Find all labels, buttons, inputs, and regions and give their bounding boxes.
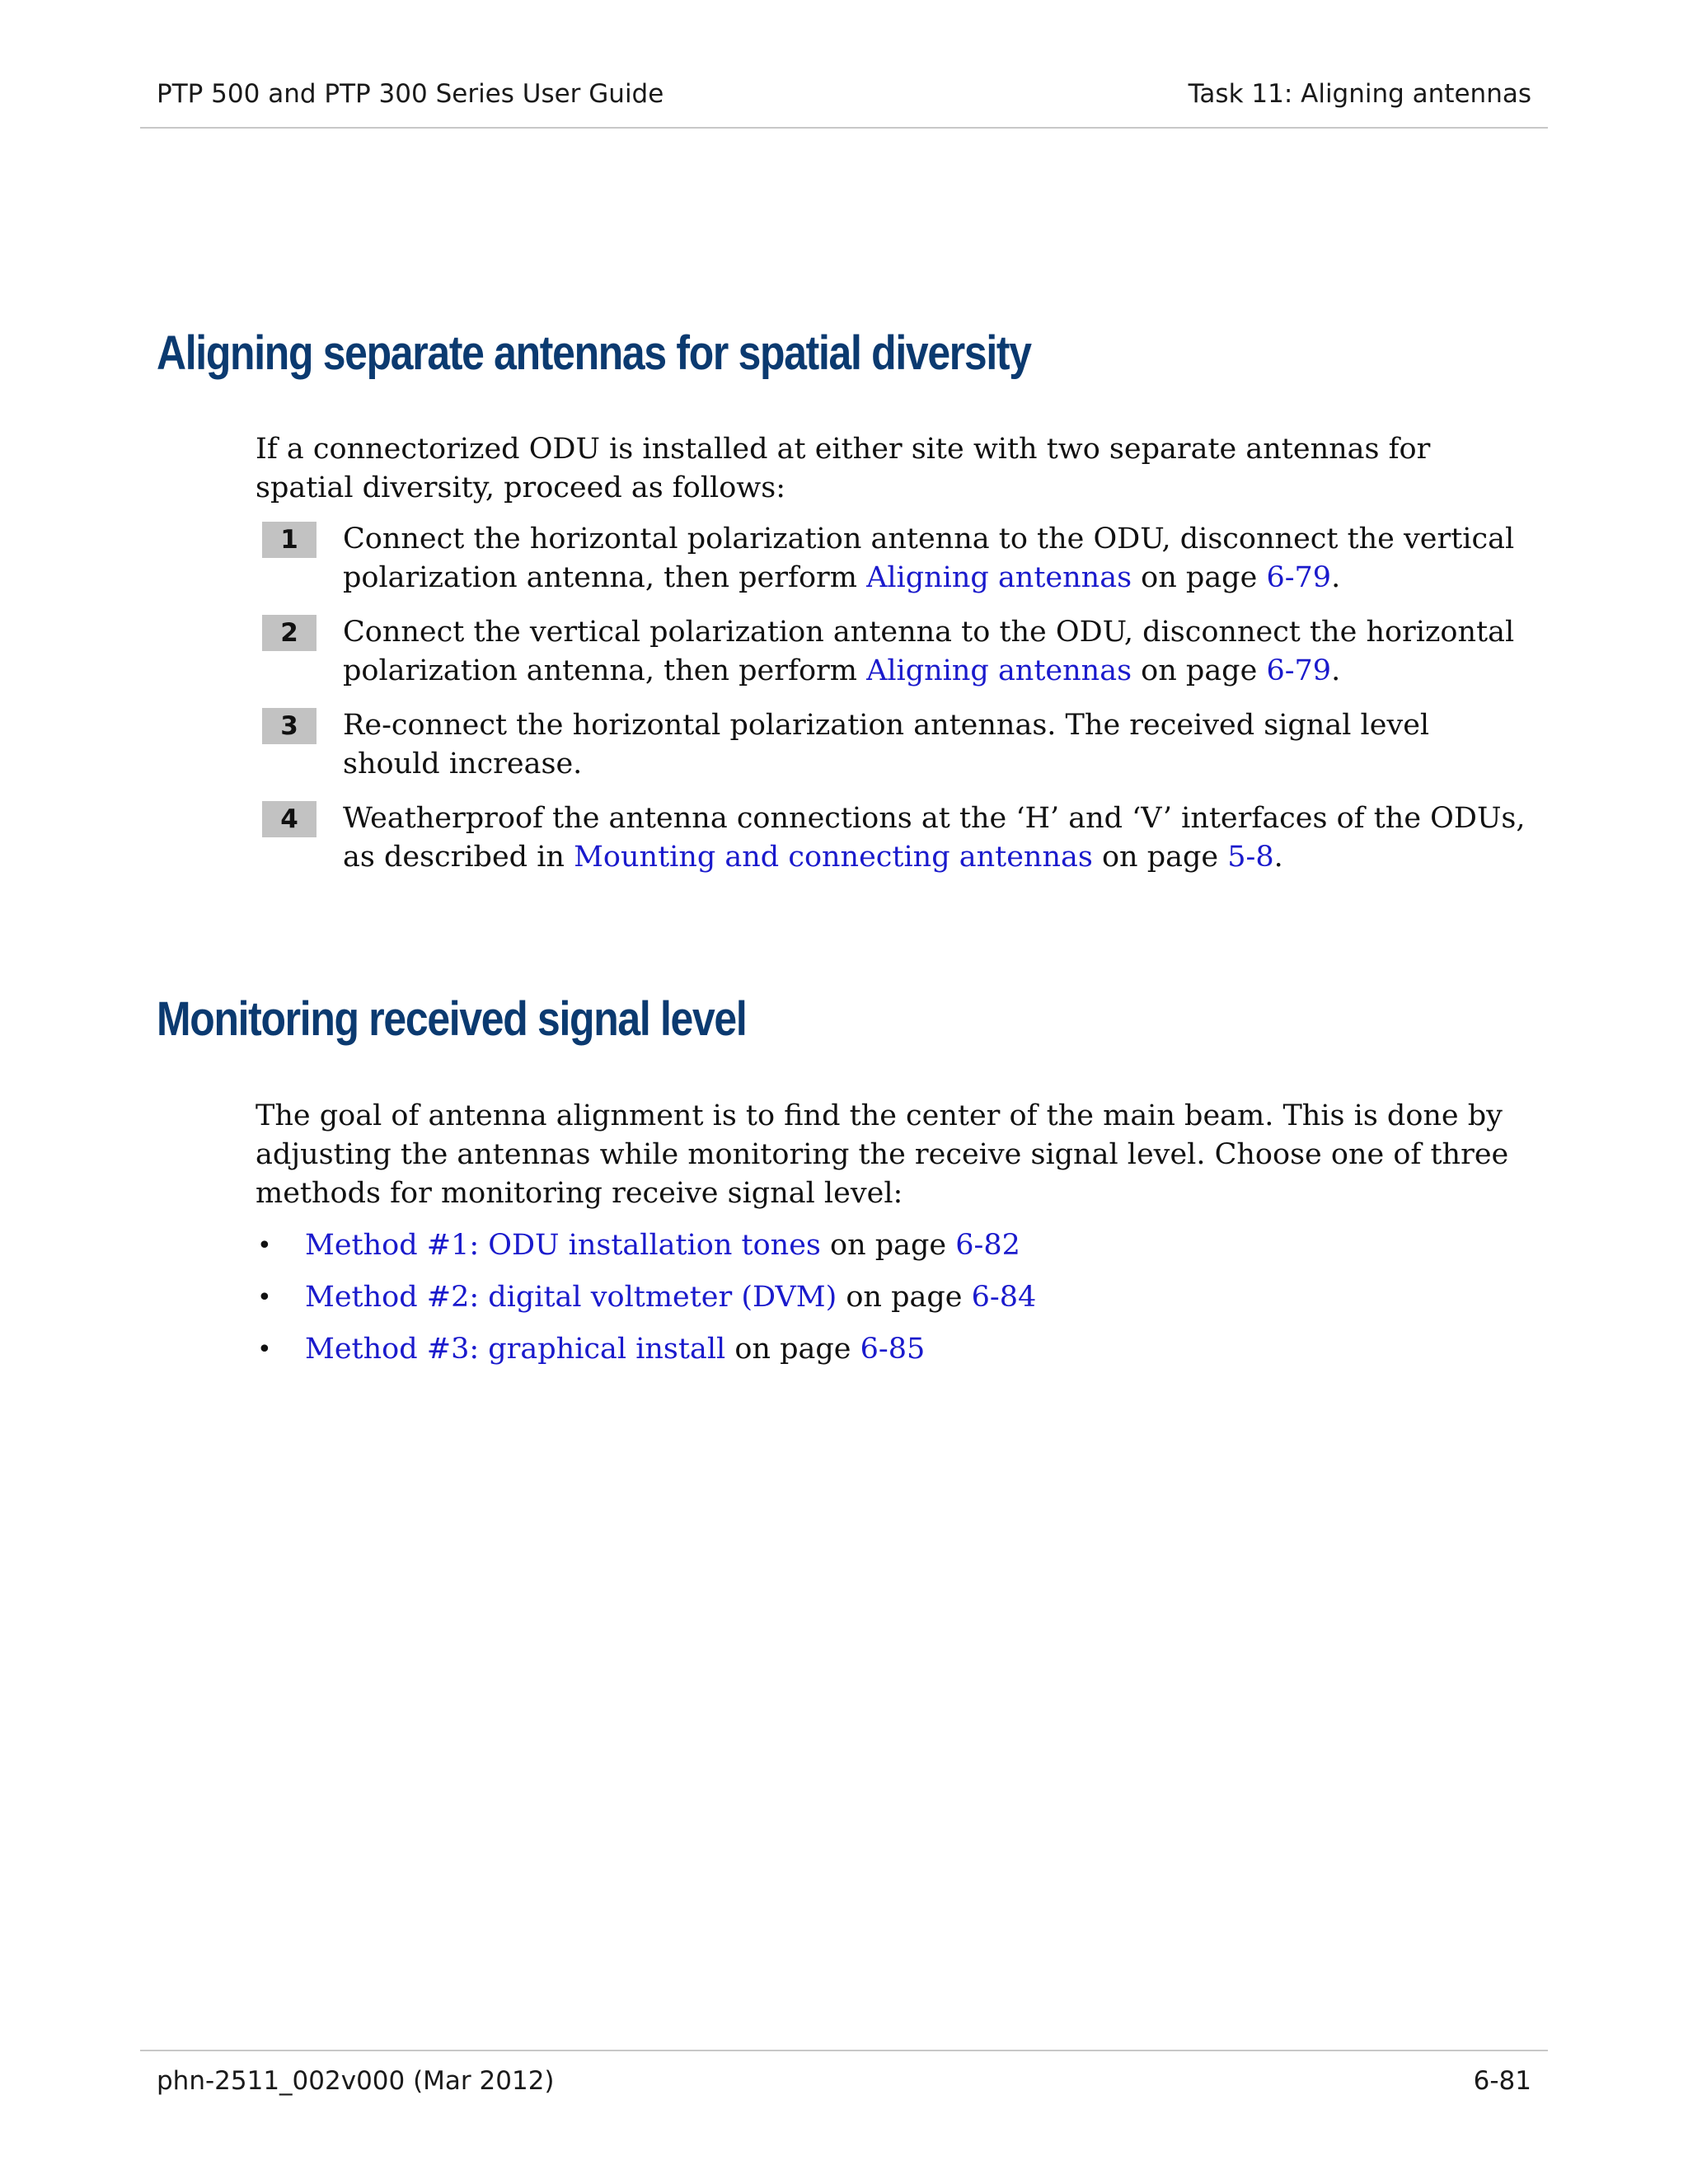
bullet-icon: • [257,1283,272,1312]
step-text-on-page: on page [1132,561,1267,594]
running-header [140,0,1548,129]
section-heading-spatial-diversity: Aligning separate antennas for spatial diversity [157,326,1031,380]
bullet-icon: • [257,1231,272,1260]
step-text-on-page: on page [1092,841,1228,874]
method-text-on-page: on page [820,1229,956,1262]
footer-document-id: phn-2511_002v000 (Mar 2012) [157,2066,555,2096]
header-task-title: Task 11: Aligning antennas [1188,79,1531,109]
step-number-badge: 2 [262,615,316,651]
method-list-item [256,1278,1525,1317]
step-text-end: . [1273,841,1283,874]
link-page-6-85[interactable]: 6-85 [860,1333,926,1366]
section1-intro-text: If a connectorized ODU is installed at either site with two separate antennas for spatial diversity, proceed as follows: [256,433,1431,504]
link-mounting-connecting-antennas[interactable]: Mounting and connecting antennas [574,841,1093,874]
procedure-step [262,799,1531,877]
link-page-6-84[interactable]: 6-84 [971,1281,1037,1314]
step-number-badge: 1 [262,522,316,558]
header-guide-title: PTP 500 and PTP 300 Series User Guide [157,79,664,109]
link-page-6-82[interactable]: 6-82 [955,1229,1020,1262]
method-list-item [256,1330,1525,1369]
section-heading-signal-level: Monitoring received signal level [157,992,747,1046]
running-footer [140,2050,1548,2101]
step-text: Connect the vertical polarization antenna to the ODU, disconnect the horizontal polarization antenna, then perform [343,616,1515,687]
step-text-on-page: on page [1132,654,1267,687]
step-number-badge: 4 [262,801,316,837]
link-method-1[interactable]: Method #1: ODU installation tones [305,1229,821,1262]
step-text: Weatherproof the antenna connections at the ‘H’ and ‘V’ interfaces of the ODUs, as described in [343,802,1526,874]
step-text-end: . [1331,654,1341,687]
method-text-on-page: on page [725,1333,860,1366]
step-text-end: . [1331,561,1341,594]
step-text: Re-connect the horizontal polarization antennas. The received signal level should increase. [343,709,1430,780]
procedure-step [262,613,1531,691]
link-page-6-79[interactable]: 6-79 [1266,654,1332,687]
link-page-5-8[interactable]: 5-8 [1227,841,1274,874]
link-aligning-antennas[interactable]: Aligning antennas [866,561,1132,594]
method-list [256,1226,1525,1382]
bullet-icon: • [257,1335,272,1364]
step-text: Connect the horizontal polarization antenna to the ODU, disconnect the vertical polarization antenna, then perform [343,523,1515,594]
step-number-badge: 3 [262,708,316,744]
section2-intro [256,1097,1525,1213]
method-text-on-page: on page [837,1281,972,1314]
link-method-2[interactable]: Method #2: digital voltmeter (DVM) [305,1281,837,1314]
section2-intro-text: The goal of antenna alignment is to find the center of the main beam. This is done by adjusting the antennas while monitoring the receive signal level. Choose one of three methods for monitoring receive signal level: [256,1099,1509,1210]
link-method-3[interactable]: Method #3: graphical install [305,1333,726,1366]
link-aligning-antennas[interactable]: Aligning antennas [866,654,1132,687]
procedure-steps [262,520,1531,893]
footer-page-number: 6-81 [1473,2066,1531,2096]
procedure-step [262,520,1531,598]
link-page-6-79[interactable]: 6-79 [1266,561,1332,594]
method-list-item [256,1226,1525,1265]
section1-intro [256,430,1525,508]
procedure-step [262,706,1531,784]
